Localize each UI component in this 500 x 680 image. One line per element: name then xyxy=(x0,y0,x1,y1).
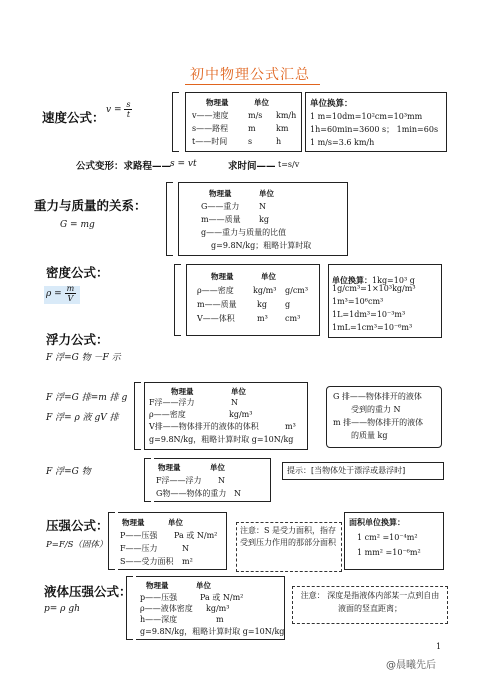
buoyancy-table-1 xyxy=(144,382,308,450)
speed-brace xyxy=(172,92,179,152)
speed-row-q: v——速度 xyxy=(192,111,229,120)
gravity-heading: 重力与质量的关系： xyxy=(34,198,147,213)
buoyancy-formula-2: F 浮=G 排=m 排 g xyxy=(46,393,128,403)
speed-table xyxy=(185,92,302,152)
speed-heading: 速度公式： xyxy=(42,110,105,125)
pressure-row-u: Pa 或 N/m² xyxy=(174,531,218,540)
pressure-row-q: P——压强 xyxy=(120,531,158,540)
speed-row-u1: s xyxy=(248,137,253,146)
speed-row-u1: m xyxy=(248,124,256,133)
col-header-quantity: 物理量 xyxy=(122,518,145,527)
gravity-formula: G = mg xyxy=(60,220,95,230)
pressure-row-q: F——压力 xyxy=(120,544,158,553)
buoyancy-side-line: 受到的重力 N xyxy=(351,405,401,414)
buoyancy-table-2 xyxy=(154,458,271,502)
liquid-brace xyxy=(126,576,133,640)
buoyancy-formula-1: F 浮=G 物 －F 示 xyxy=(46,353,121,363)
buoyancy-brace-1 xyxy=(134,382,141,450)
buoyancy-row2-u: N xyxy=(218,476,225,485)
buoyancy-formula-4: F 浮=G 物 xyxy=(46,467,91,477)
col-header-quantity: 物理量 xyxy=(211,272,234,281)
pressure-row-u: m² xyxy=(182,557,193,566)
buoyancy-side-line: G 排——物体排开的液体 xyxy=(333,392,422,401)
gravity-row-u: N xyxy=(259,202,266,211)
speed-conv-title: 单位换算： xyxy=(310,99,353,109)
pressure-row-u: N xyxy=(182,544,189,553)
buoyancy-row-u: m³ xyxy=(285,422,296,431)
col-header-unit: 单位 xyxy=(231,387,246,396)
density-conv-line: 1kg=10³ g xyxy=(372,276,415,285)
gravity-brace xyxy=(166,182,173,256)
buoyancy-row2-q: G物——物体的重力 xyxy=(156,489,227,498)
col-header-unit: 单位 xyxy=(210,463,225,472)
speed-conversion-box xyxy=(305,92,447,152)
density-row-q: m——质量 xyxy=(197,300,237,309)
watermark: @晨曦先后 xyxy=(386,660,436,671)
density-row-u2: g xyxy=(285,300,291,309)
density-conv-line: 1m³=10⁶cm³ xyxy=(332,297,384,306)
area-conv-line: 1 cm² =10⁻⁴m² xyxy=(357,533,418,542)
density-formula xyxy=(46,284,76,303)
buoyancy-side-line: m 排——物体排开的液体 xyxy=(333,418,424,427)
density-brace xyxy=(174,264,181,336)
area-conversion-box xyxy=(344,512,444,570)
speed-row-u2: h xyxy=(276,137,282,146)
title-underline xyxy=(185,84,320,85)
liquid-formula: p= ρ gh xyxy=(44,604,80,614)
col-header-quantity: 物理量 xyxy=(146,581,169,590)
gravity-row-q: g——重力与质量的比值 xyxy=(201,228,287,237)
buoyancy-row2-u: N xyxy=(234,489,241,498)
buoyancy-row-q: V排——物体排开的液体的体积 xyxy=(149,422,259,431)
density-row-q: V——体积 xyxy=(197,314,235,323)
buoyancy-brace-2 xyxy=(144,458,151,502)
gravity-note: g=9.8N/kg；粗略计算时取 xyxy=(211,241,312,250)
buoyancy-row-q: F浮——浮力 xyxy=(149,398,195,407)
col-header-quantity: 物理量 xyxy=(206,98,229,107)
density-row-u1: kg/m³ xyxy=(253,286,277,295)
density-conversion-box xyxy=(328,264,442,338)
col-header-unit: 单位 xyxy=(254,98,269,107)
page-title: 初中物理公式汇总 xyxy=(190,67,310,83)
density-conv-line: 1mL=1cm³=10⁻⁶m³ xyxy=(332,323,413,332)
density-row-q: ρ——密度 xyxy=(197,286,234,295)
buoyancy-row-u: N xyxy=(231,398,238,407)
buoyancy-row-u: kg/m³ xyxy=(229,410,253,419)
gravity-table xyxy=(178,182,348,256)
col-header-unit: 单位 xyxy=(196,581,211,590)
density-heading: 密度公式： xyxy=(46,265,109,280)
speed-conv-line: 1h=60min=3600 s； 1min=60s xyxy=(310,125,439,134)
page-number: 1 xyxy=(436,642,442,651)
area-conv-title: 面积单位换算： xyxy=(349,518,405,527)
density-conv-title: 单位换算： xyxy=(332,276,372,285)
speed-row-q: t——时间 xyxy=(192,137,228,146)
speed-conv-line: 1 m/s=3.6 km/h xyxy=(310,138,375,147)
buoyancy-side-box xyxy=(326,386,442,448)
speed-row-u2: km xyxy=(276,124,289,133)
density-formula-lhs: ρ = xyxy=(46,289,62,299)
liquid-row-u: Pa 或 N/m² xyxy=(200,593,244,602)
density-conv-line: 1g/cm³=1×10³kg/m³ xyxy=(332,284,416,293)
liquid-row-u: kg/m³ xyxy=(206,604,230,613)
density-formula-num: m xyxy=(66,284,75,293)
liquid-note: g=9.8N/kg，粗略计算时取 g=10N/kg xyxy=(140,627,285,636)
pressure-heading: 压强公式： xyxy=(46,518,109,533)
gravity-row-q: G——重力 xyxy=(201,202,240,211)
pressure-note: 注意：S 是受力面积，指存受到压力作用的那部分面积 xyxy=(236,522,342,572)
col-header-unit: 单位 xyxy=(259,189,274,198)
pressure-row-q: S——受力面积 xyxy=(120,557,174,566)
liquid-attention: 注意： 深度是指液体内部某一点到自由液面的竖直距离； xyxy=(292,586,448,624)
col-header-quantity: 物理量 xyxy=(158,463,181,472)
col-header-quantity: 物理量 xyxy=(209,189,232,198)
liquid-row-q: p——压强 xyxy=(140,593,178,602)
area-conv-line: 1 mm² =10⁻⁶m² xyxy=(357,548,421,557)
liquid-table xyxy=(136,576,285,640)
speed-variant2-formula: t=s/v xyxy=(278,160,300,169)
speed-formula xyxy=(106,100,132,119)
liquid-row-q: h——深度 xyxy=(140,615,178,624)
pressure-formula: P=F/S（固体） xyxy=(46,540,108,550)
speed-row-u1: m/s xyxy=(248,111,263,120)
speed-formula-den: t xyxy=(126,110,131,119)
speed-variant-label: 公式变形：求路程—— xyxy=(76,161,172,172)
buoyancy-note: g=9.8N/kg，粗略计算时取 g=10N/kg xyxy=(149,435,294,444)
speed-formula-num: s xyxy=(126,100,131,109)
speed-row-u2: km/h xyxy=(276,111,297,120)
speed-conv-line: 1 m=10dm=10²cm=10³mm xyxy=(310,112,423,121)
buoyancy-side-line: 的质量 kg xyxy=(351,431,388,440)
buoyancy-formula-3: F 浮= ρ 液 gV 排 xyxy=(46,413,119,423)
buoyancy-tip: 提示：[当物体处于漂浮或悬浮时] xyxy=(282,462,444,480)
buoyancy-heading: 浮力公式： xyxy=(46,332,109,347)
speed-row-q: s——路程 xyxy=(192,124,229,133)
liquid-row-u: m xyxy=(216,615,224,624)
col-header-unit: 单位 xyxy=(168,518,183,527)
density-row-u1: kg xyxy=(257,300,267,309)
pressure-table xyxy=(118,512,227,570)
density-row-u1: m³ xyxy=(257,314,268,323)
density-row-u2: g/cm³ xyxy=(285,286,309,295)
col-header-quantity: 物理量 xyxy=(171,387,194,396)
buoyancy-row2-q: F浮——浮力 xyxy=(156,476,202,485)
col-header-unit: 单位 xyxy=(261,272,276,281)
gravity-row-u: kg xyxy=(259,215,269,224)
density-table xyxy=(186,264,320,336)
liquid-row-q: ρ——液体密度 xyxy=(140,604,193,613)
pressure-brace xyxy=(108,512,115,570)
density-formula-den: V xyxy=(67,294,74,303)
buoyancy-row-q: ρ——密度 xyxy=(149,410,186,419)
density-conv-line: 1L=1dm³=10⁻³m³ xyxy=(332,310,406,319)
liquid-heading: 液体压强公式： xyxy=(44,584,132,599)
speed-variant-formula: s = vt xyxy=(170,159,197,169)
speed-formula-lhs: v = xyxy=(106,105,122,115)
density-row-u2: cm³ xyxy=(285,314,301,323)
gravity-row-q: m——质量 xyxy=(201,215,241,224)
speed-variant2-label: 求时间—— xyxy=(228,161,276,172)
